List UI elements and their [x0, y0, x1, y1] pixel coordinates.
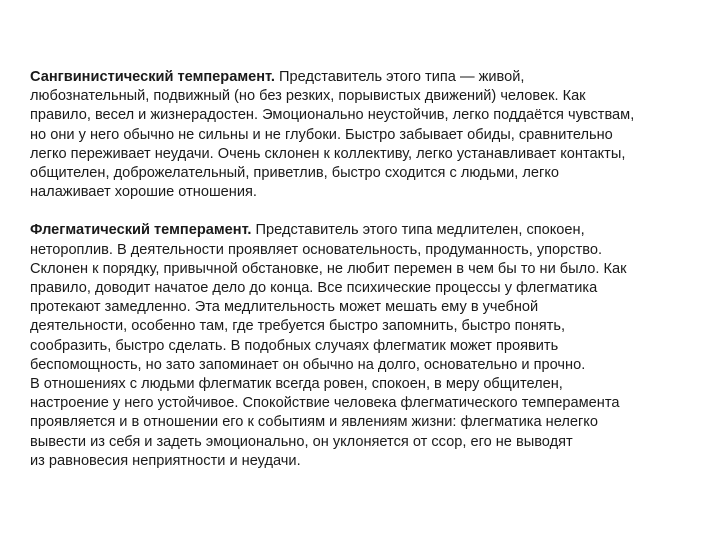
paragraph-line: Склонен к порядку, привычной обстановке, не любит перемен в чем бы то ни было. Как	[30, 260, 627, 277]
paragraph-line: вывести из себя и задеть эмоционально, он уклоняется от ссор, его не выводят	[30, 433, 573, 450]
paragraph-line: В отношениях с людьми флегматик всегда ровен, спокоен, в меру общителен,	[30, 376, 563, 393]
paragraph-phlegmatic	[30, 221, 700, 471]
paragraph-line	[30, 68, 700, 87]
paragraph-line: протекают замедленно. Эта медлительность может мешать ему в учебной	[30, 299, 539, 316]
term-phlegmatic: Флегматический темперамент.	[30, 222, 252, 239]
paragraph-line: легко переживает неудачи. Очень склонен к коллективу, легко устанавливает контакты,	[30, 145, 626, 162]
paragraph-line: правило, весел и жизнерадостен. Эмоционально неустойчив, легко поддаётся чувствам,	[30, 107, 635, 124]
paragraph-line: беспомощность, но зато запоминает он обычно на долго, основательно и прочно.	[30, 356, 586, 373]
paragraph-line: правило, доводит начатое дело до конца. Все психические процессы у флегматика	[30, 280, 598, 297]
text-block	[30, 68, 700, 471]
paragraph-line: налаживает хорошие отношения.	[30, 184, 257, 201]
paragraph-line: проявляется и в отношении его к событиям и явлениям жизни: флегматика нелегко	[30, 414, 598, 431]
paragraph-spacer	[30, 202, 700, 221]
paragraph-line: нетороплив. В деятельности проявляет основательность, продуманность, упорство.	[30, 241, 603, 258]
paragraph-line: сообразить, быстро сделать. В подобных случаях флегматик может проявить	[30, 337, 559, 354]
line-text: Представитель этого типа — живой,	[274, 69, 525, 85]
paragraph-line: общителен, доброжелательный, приветлив, быстро сходится с людьми, легко	[30, 165, 560, 182]
term-sanguine: Сангвинистический темперамент.	[30, 69, 275, 85]
paragraph-line: любознательный, подвижный (но без резких, порывистых движений) человек. Как	[30, 88, 586, 105]
paragraph-line: из равновесия неприятности и неудачи.	[30, 452, 301, 469]
paragraph-line	[30, 221, 700, 240]
paragraph-line: настроение у него устойчивое. Спокойствие человека флегматического темперамента	[30, 395, 620, 412]
line-text: Представитель этого типа медлителен, спокоен,	[251, 222, 585, 239]
paragraph-line: деятельности, особенно там, где требуется быстро запомнить, быстро понять,	[30, 318, 566, 335]
paragraph-sanguine	[30, 68, 700, 202]
paragraph-line: но они у него обычно не сильны и не глубоки. Быстро забывает обиды, сравнительно	[30, 126, 613, 143]
